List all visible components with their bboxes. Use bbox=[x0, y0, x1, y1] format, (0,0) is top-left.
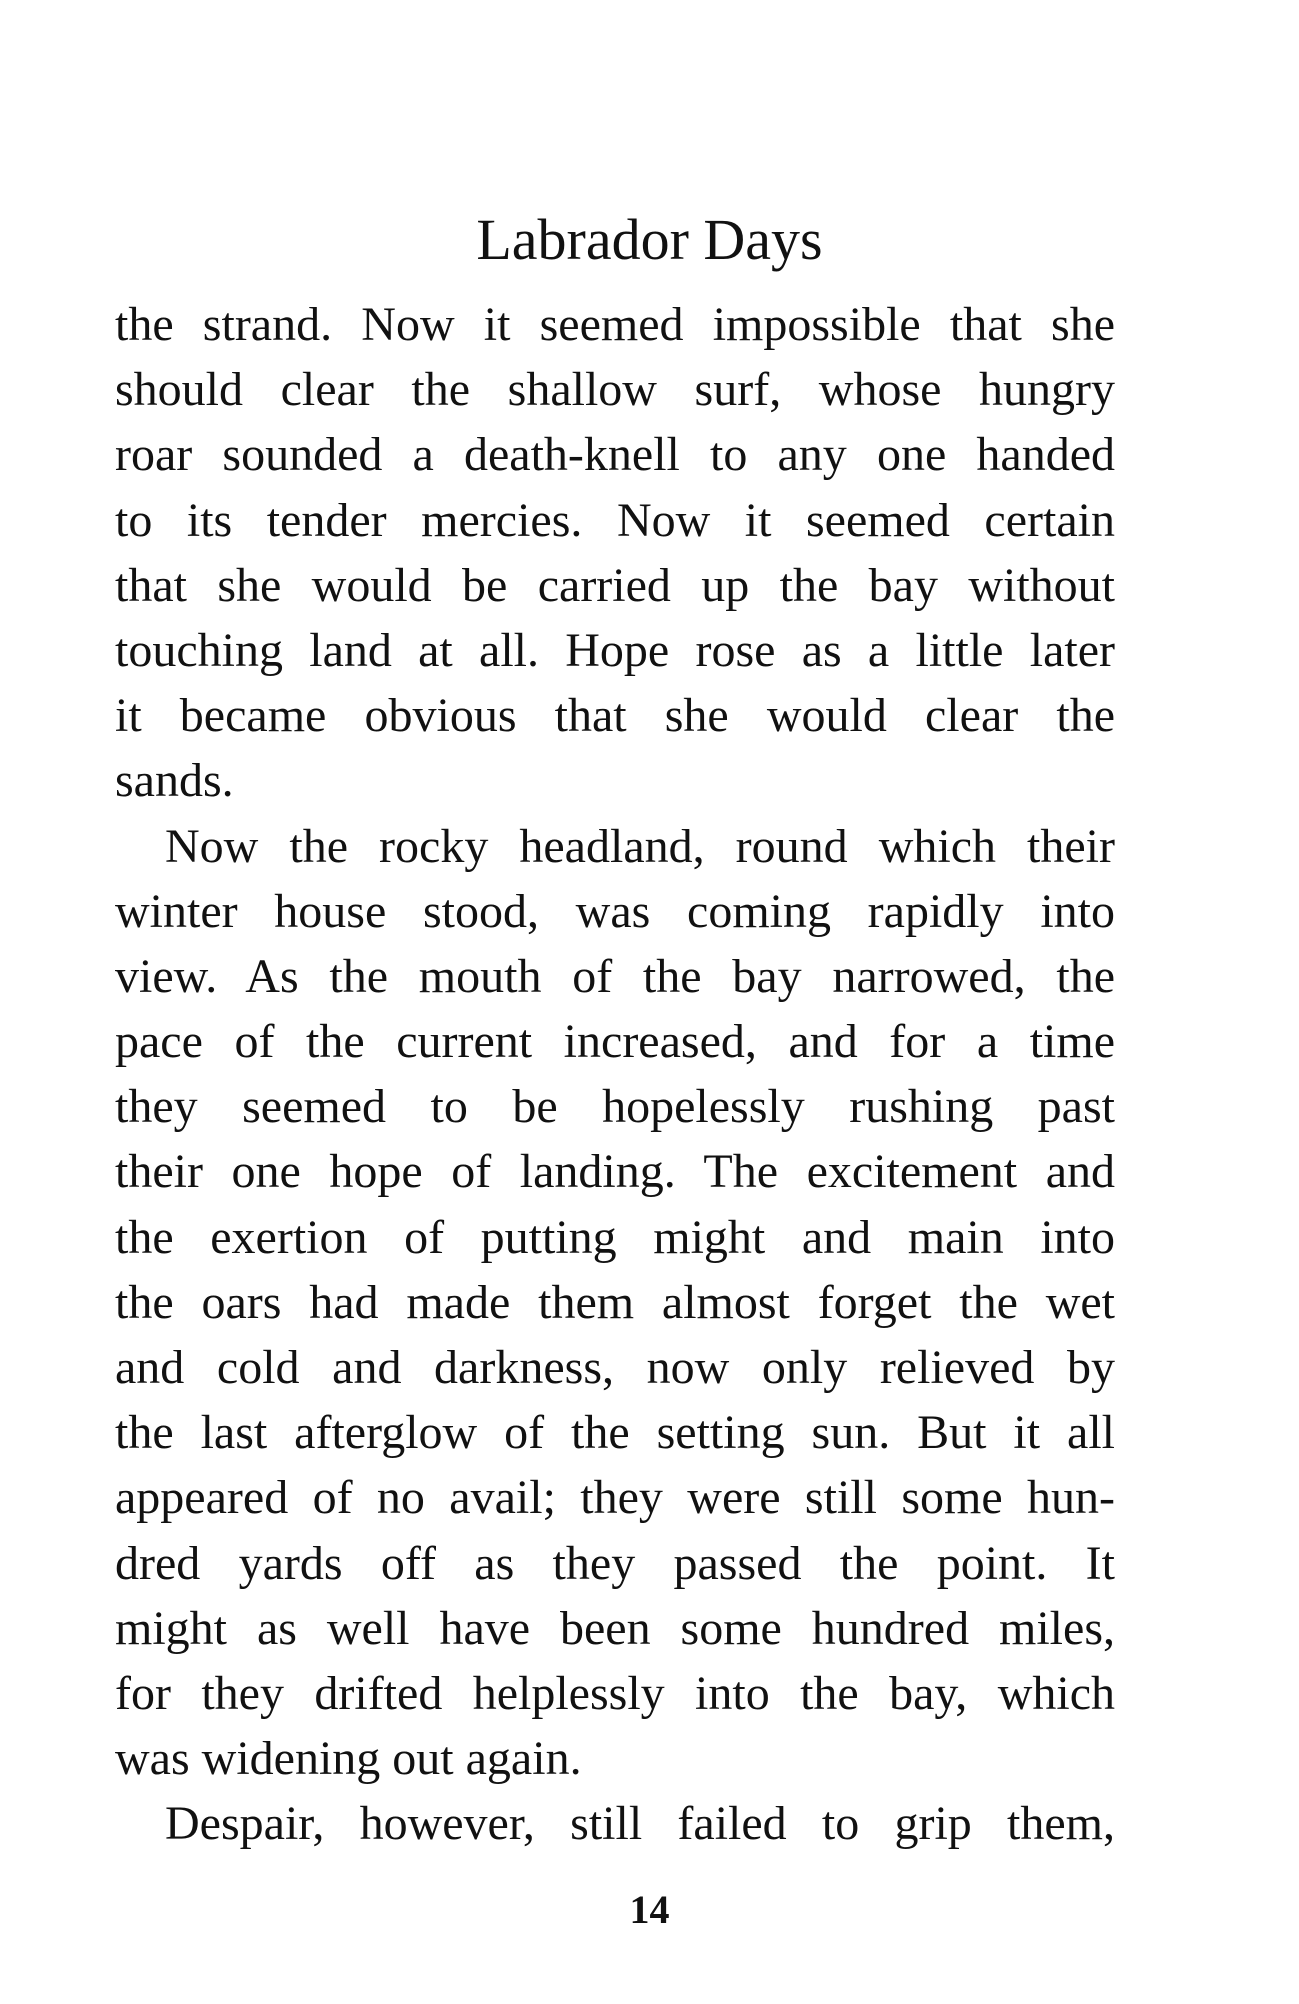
text-line: was widening out again. bbox=[115, 1732, 582, 1786]
text-line: the oars had made them almost forget the wet bbox=[115, 1275, 1115, 1329]
text-line: the exertion of putting might and main into bbox=[115, 1210, 1115, 1264]
text-line: appeared of no avail; they were still some hun- bbox=[115, 1471, 1115, 1525]
text-line: it became obvious that she would clear the bbox=[115, 689, 1115, 743]
text-line: Now the rocky headland, round which their bbox=[165, 819, 1115, 873]
text-line: sands. bbox=[115, 754, 234, 808]
text-line: and cold and darkness, now only relieved by bbox=[115, 1341, 1115, 1394]
text-line: Despair, however, still failed to grip them, bbox=[165, 1797, 1115, 1851]
text-line: dred yards off as they passed the point. It bbox=[115, 1536, 1115, 1590]
text-line: the strand. Now it seemed impossible that she bbox=[115, 298, 1115, 351]
text-line: view. As the mouth of the bay narrowed, the bbox=[115, 949, 1115, 1003]
text-line: might as well have been some hundred miles, bbox=[115, 1601, 1115, 1655]
text-line: pace of the current increased, and for a time bbox=[115, 1015, 1115, 1069]
text-line: to its tender mercies. Now it seemed certain bbox=[115, 493, 1115, 547]
text-line: they seemed to be hopelessly rushing past bbox=[115, 1080, 1115, 1134]
text-line: roar sounded a death-knell to any one handed bbox=[115, 428, 1115, 482]
body-text bbox=[115, 292, 1115, 1857]
page-number: 14 bbox=[629, 1887, 670, 1932]
running-title: Labrador Days bbox=[476, 207, 823, 272]
text-line: their one hope of landing. The excitement and bbox=[115, 1145, 1115, 1199]
text-line: the last afterglow of the setting sun. But it all bbox=[115, 1406, 1115, 1460]
text-line: for they drifted helplessly into the bay, which bbox=[115, 1666, 1115, 1720]
text-line: touching land at all. Hope rose as a little later bbox=[115, 623, 1115, 677]
text-line: should clear the shallow surf, whose hungry bbox=[115, 363, 1115, 417]
text-line: that she would be carried up the bay without bbox=[115, 558, 1115, 612]
text-line: winter house stood, was coming rapidly into bbox=[115, 884, 1115, 938]
